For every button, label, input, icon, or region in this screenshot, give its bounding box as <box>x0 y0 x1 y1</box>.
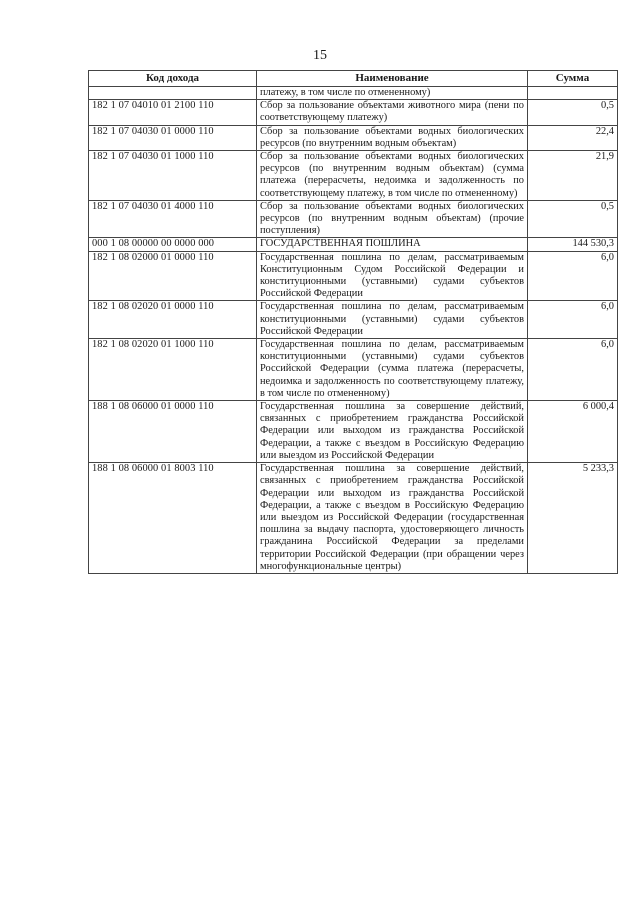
header-name: Наименование <box>257 71 528 87</box>
table-header <box>89 71 618 87</box>
row-amount: 0,5 <box>528 200 618 238</box>
header-amount: Сумма <box>528 71 618 87</box>
row-code: 000 1 08 00000 00 0000 000 <box>89 238 257 251</box>
row-code: 182 1 08 02000 01 0000 110 <box>89 251 257 301</box>
row-amount: 6,0 <box>528 339 618 401</box>
table-body <box>89 87 618 574</box>
table-row <box>89 151 618 201</box>
row-code <box>89 87 257 100</box>
row-code: 182 1 07 04030 01 4000 110 <box>89 200 257 238</box>
table-row <box>89 87 618 100</box>
row-name: ГОСУДАРСТВЕННАЯ ПОШЛИНА <box>257 238 528 251</box>
row-name: Сбор за пользование объектами водных биологических ресурсов (по внутренним водным объектам) (сумма платежа (перерасчеты, недоимка и задолженность по соответствующему платежу, в том числе по отмененному) <box>257 151 528 201</box>
header-row <box>89 71 618 87</box>
row-name: Сбор за пользование объектами водных биологических ресурсов (по внутренним водным объектам) (прочие поступления) <box>257 200 528 238</box>
row-name: платежу, в том числе по отмененному) <box>257 87 528 100</box>
row-code: 188 1 08 06000 01 8003 110 <box>89 463 257 574</box>
row-code: 182 1 08 02020 01 1000 110 <box>89 339 257 401</box>
row-amount: 6,0 <box>528 301 618 339</box>
row-code: 182 1 07 04030 01 0000 110 <box>89 125 257 150</box>
revenue-table <box>88 70 618 574</box>
table-row <box>89 238 618 251</box>
row-amount: 6,0 <box>528 251 618 301</box>
row-name: Государственная пошлина за совершение действий, связанных с приобретением гражданства Российской Федерации или выходом из гражданства Российской Федерации, а также с въездом в Российскую Федерацию или выездом из Российской Федерации (государственная пошлина за выдачу паспорта, удостоверяющего личность гражданина Российской Федерации за пределами территории Российской Федерации (при обращении через многофункциональные центры) <box>257 463 528 574</box>
table-row <box>89 200 618 238</box>
row-code: 182 1 07 04010 01 2100 110 <box>89 100 257 125</box>
row-amount: 6 000,4 <box>528 401 618 463</box>
row-amount: 22,4 <box>528 125 618 150</box>
row-code: 182 1 07 04030 01 1000 110 <box>89 151 257 201</box>
table-row <box>89 339 618 401</box>
header-code: Код дохода <box>89 71 257 87</box>
row-code: 188 1 08 06000 01 0000 110 <box>89 401 257 463</box>
page-number: 15 <box>313 48 327 63</box>
row-amount: 144 530,3 <box>528 238 618 251</box>
row-name: Государственная пошлина по делам, рассматриваемым конституционными (уставными) судами субъектов Российской Федерации (сумма платежа (перерасчеты, недоимка и задолженность по соответствующему платежу, в том числе по отмененному) <box>257 339 528 401</box>
table-row <box>89 401 618 463</box>
row-name: Государственная пошлина по делам, рассматриваемым конституционными (уставными) судами субъектов Российской Федерации <box>257 301 528 339</box>
table-row <box>89 125 618 150</box>
row-name: Государственная пошлина за совершение действий, связанных с приобретением гражданства Российской Федерации или выходом из гражданства Российской Федерации, а также с въездом в Российскую Федерацию или выездом из Российской Федерации <box>257 401 528 463</box>
table-row <box>89 251 618 301</box>
table-row <box>89 100 618 125</box>
row-name: Сбор за пользование объектами животного мира (пени по соответствующему платежу) <box>257 100 528 125</box>
row-name: Сбор за пользование объектами водных биологических ресурсов (по внутренним водным объектам) <box>257 125 528 150</box>
table-row <box>89 301 618 339</box>
row-name: Государственная пошлина по делам, рассматриваемым Конституционным Судом Российской Федерации и конституционными (уставными) судами субъектов Российской Федерации <box>257 251 528 301</box>
row-amount: 5 233,3 <box>528 463 618 574</box>
row-amount <box>528 87 618 100</box>
table-row <box>89 463 618 574</box>
row-code: 182 1 08 02020 01 0000 110 <box>89 301 257 339</box>
row-amount: 0,5 <box>528 100 618 125</box>
row-amount: 21,9 <box>528 151 618 201</box>
